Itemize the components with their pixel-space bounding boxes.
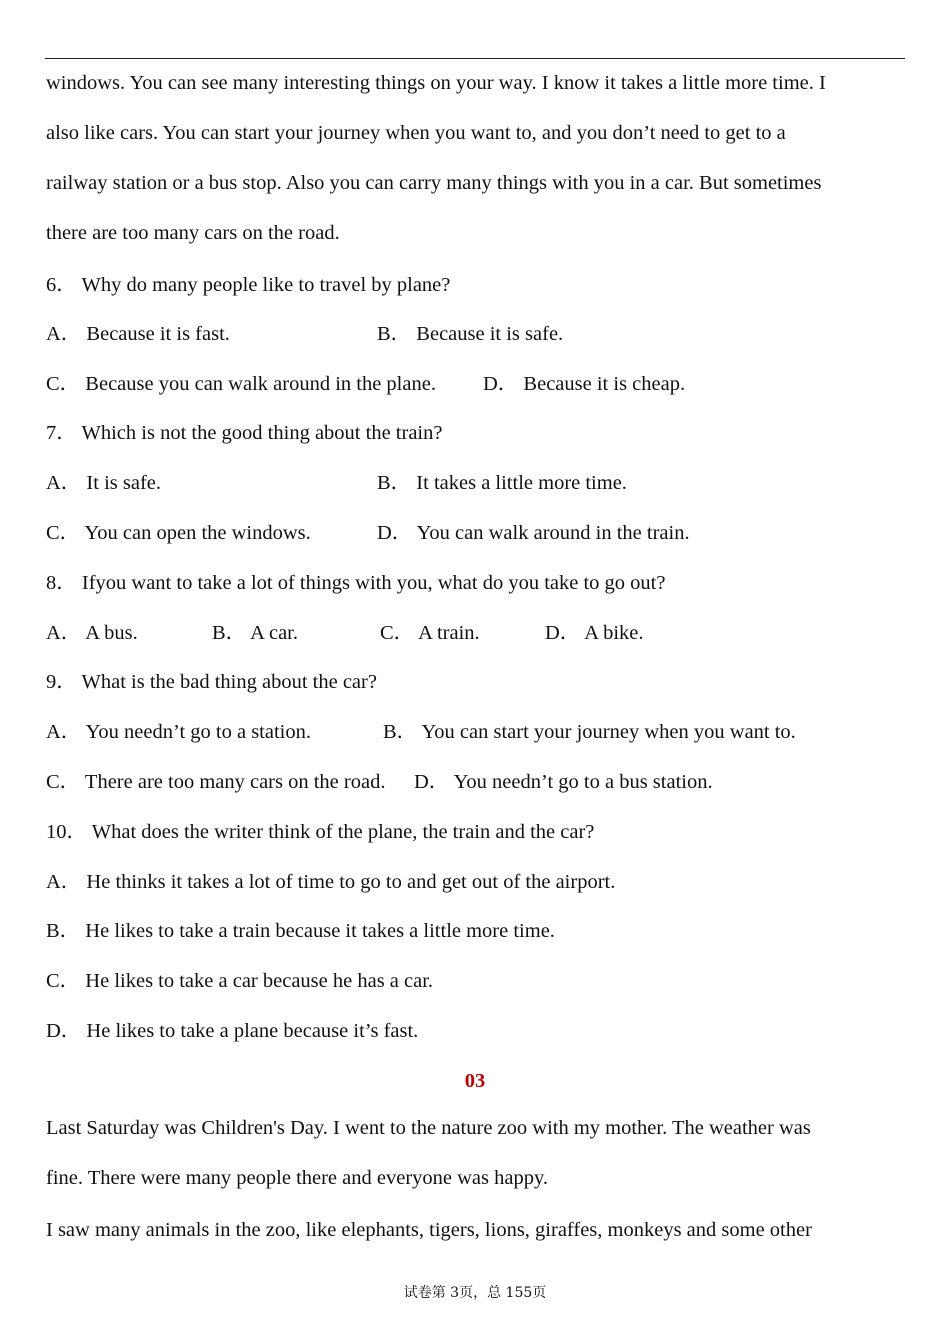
question-6-option-b: B． Because it is safe. (377, 323, 564, 345)
question-9-option-b: B． You can start your journey when you want to. (383, 721, 796, 743)
question-8-option-b: B． A car. (212, 622, 298, 644)
section-heading: 03 (464, 1070, 486, 1092)
question-7-option-b: B． It takes a little more time. (377, 472, 627, 494)
question-6-option-d: D． Because it is cheap. (483, 373, 686, 395)
question-9-option-a: A． You needn’t go to a station. (46, 721, 311, 743)
question-6-option-a: A． Because it is fast. (46, 323, 230, 345)
question-6-stem: 6． Why do many people like to travel by plane? (46, 274, 451, 296)
question-10-option-b: B． He likes to take a train because it takes a little more time. (46, 920, 555, 942)
question-10-stem: 10． What does the writer think of the plane, the train and the car? (46, 821, 595, 843)
question-10-option-d: D． He likes to take a plane because it’s fast. (46, 1020, 419, 1042)
passage-line: I saw many animals in the zoo, like elephants, tigers, lions, giraffes, monkeys and some other (46, 1219, 812, 1241)
page-footer: 试卷第 3页，总 155页 (403, 1285, 547, 1301)
question-7-option-d: D． You can walk around in the train. (377, 522, 690, 544)
question-9-option-c: C． There are too many cars on the road. (46, 771, 386, 793)
passage-line: there are too many cars on the road. (46, 222, 340, 244)
question-9-stem: 9． What is the bad thing about the car? (46, 671, 377, 693)
question-8-stem: 8． Ifyou want to take a lot of things with you, what do you take to go out? (46, 572, 666, 594)
passage-line: also like cars. You can start your journey when you want to, and you don’t need to get to a (46, 122, 786, 144)
question-7-stem: 7． Which is not the good thing about the train? (46, 422, 443, 444)
question-10-option-a: A． He thinks it takes a lot of time to go to and get out of the airport. (46, 871, 616, 893)
passage-line: Last Saturday was Children's Day. I went to the nature zoo with my mother. The weather was (46, 1117, 811, 1139)
passage-line: fine. There were many people there and everyone was happy. (46, 1167, 549, 1189)
passage-line: windows. You can see many interesting things on your way. I know it takes a little more time. I (46, 72, 826, 94)
question-6-option-c: C． Because you can walk around in the plane. (46, 373, 436, 395)
header-rule (45, 58, 905, 59)
question-7-option-c: C． You can open the windows. (46, 522, 311, 544)
question-7-option-a: A． It is safe. (46, 472, 162, 494)
question-8-option-d: D． A bike. (545, 622, 644, 644)
question-8-option-c: C． A train. (380, 622, 480, 644)
question-9-option-d: D． You needn’t go to a bus station. (414, 771, 713, 793)
question-10-option-c: C． He likes to take a car because he has a car. (46, 970, 434, 992)
passage-line: railway station or a bus stop. Also you can carry many things with you in a car. But sometimes (46, 172, 822, 194)
question-8-option-a: A． A bus. (46, 622, 138, 644)
